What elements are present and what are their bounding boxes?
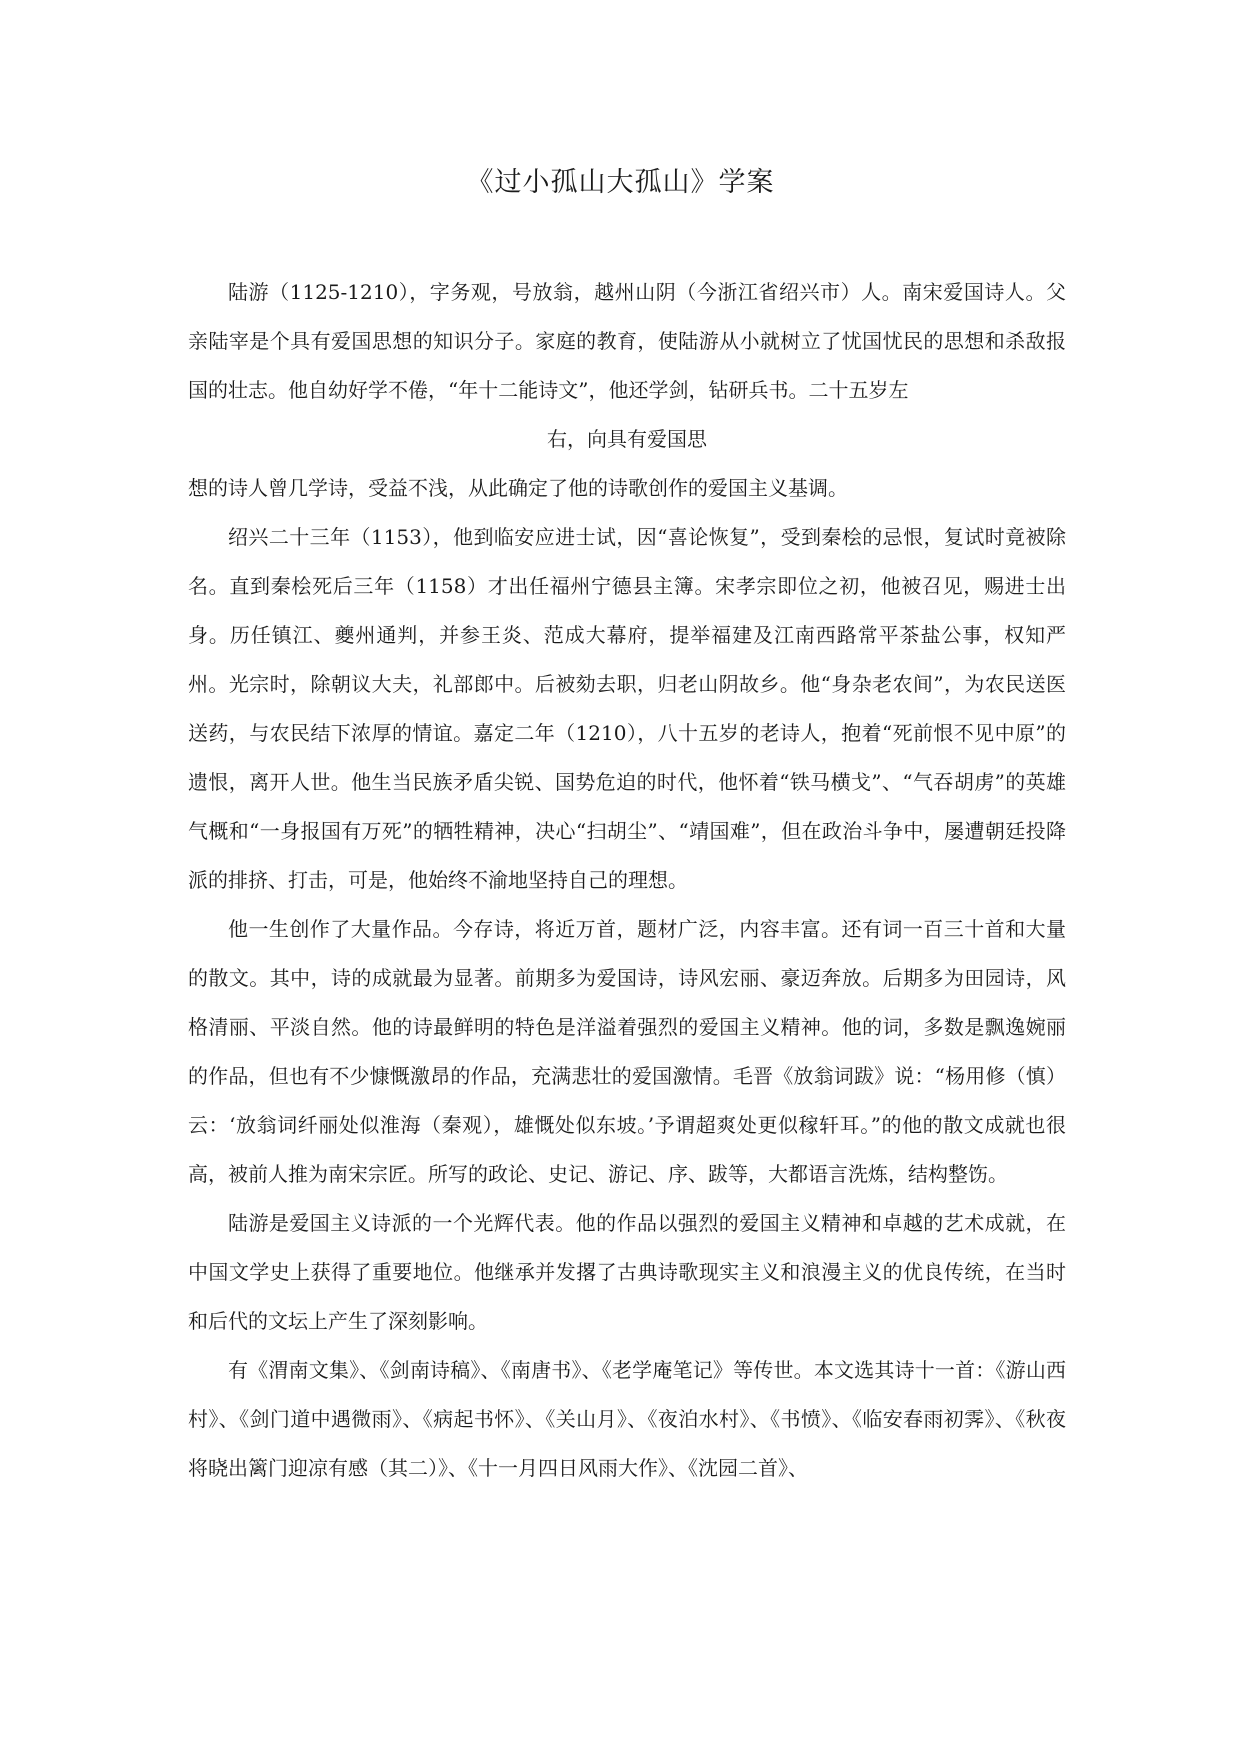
paragraph-collections: 有《渭南文集》、《剑南诗稿》、《南唐书》、《老学庵笔记》等传世。本文选其诗十一首：《游山西村》、《剑门道中遇微雨》、《病起书怀》、《关山月》、《夜泊水村》、《书愤》、《临安春雨初霁》、《秋夜将晓出篱门迎凉有感（其二）》、《十一月四日风雨大作》、《沈园二首》、 (188, 1358, 1066, 1480)
paragraph-continuation: 想的诗人曾几学诗，受益不浅，从此确定了他的诗歌创作的爱国主义基调。 (188, 476, 848, 500)
paragraph-works: 他一生创作了大量作品。今存诗，将近万首，题材广泛，内容丰富。还有词一百三十首和大量的散文。其中，诗的成就最为显著。前期多为爱国诗，诗风宏丽、豪迈奔放。后期多为田园诗，风格清丽、平淡自然。他的诗最鲜明的特色是洋溢着强烈的爱国主义精神。他的词，多数是飘逸婉丽的作品，但也有不少慷慨激昂的作品，充满悲壮的爱国激情。毛晋《放翁词跋》说：“杨用修（慎）云：‘放翁词纤丽处似淮海（秦观），雄慨处似东坡。’予谓超爽处更似稼轩耳。”的他的散文成就也很高，被前人推为南宋宗匠。所写的政论、史记、游记、序、跋等，大都语言洗炼，结构整饬。 (188, 917, 1066, 1186)
paragraph-biography-intro: 陆游（1125-1210），字务观，号放翁，越州山阴（今浙江省绍兴市）人。南宋爱国诗人。父亲陆宰是个具有爱国思想的知识分子。家庭的教育，使陆游从小就树立了忧国忧民的思想和杀敌报国的壮志。他自幼好学不倦，“年十二能诗文”，他还学剑，钻研兵书。二十五岁左 (188, 280, 1066, 402)
document-body (188, 268, 1066, 1493)
paragraph-line-fragment: 右，向具有爱国思 (547, 427, 707, 451)
document-title: 《过小孤山大孤山》学案 (466, 167, 775, 198)
paragraph-career: 绍兴二十三年（1153），他到临安应进士试，因“喜论恢复”，受到秦桧的忌恨，复试时竟被除名。直到秦桧死后三年（1158）才出任福州宁德县主簿。宋孝宗即位之初，他被召见，赐进士出身。历任镇江、夔州通判，并参王炎、范成大幕府，提举福建及江南西路常平茶盐公事，权知严州。光宗时，除朝议大夫，礼部郎中。后被劾去职，归老山阴故乡。他“身杂老农间”，为农民送医送药，与农民结下浓厚的情谊。嘉定二年（1210），八十五岁的老诗人，抱着“死前恨不见中原”的遗恨，离开人世。他生当民族矛盾尖锐、国势危迫的时代，他怀着“铁马横戈”、“气吞胡虏”的英雄气概和“一身报国有万死”的牺牲精神，决心“扫胡尘”、“靖国难”，但在政治斗争中，屡遭朝廷投降派的排挤、打击，可是，他始终不渝地坚持自己的理想。 (188, 525, 1066, 892)
paragraph-legacy: 陆游是爱国主义诗派的一个光辉代表。他的作品以强烈的爱国主义精神和卓越的艺术成就，在中国文学史上获得了重要地位。他继承并发撂了古典诗歌现实主义和浪漫主义的优良传统，在当时和后代的文坛上产生了深刻影响。 (188, 1211, 1066, 1333)
